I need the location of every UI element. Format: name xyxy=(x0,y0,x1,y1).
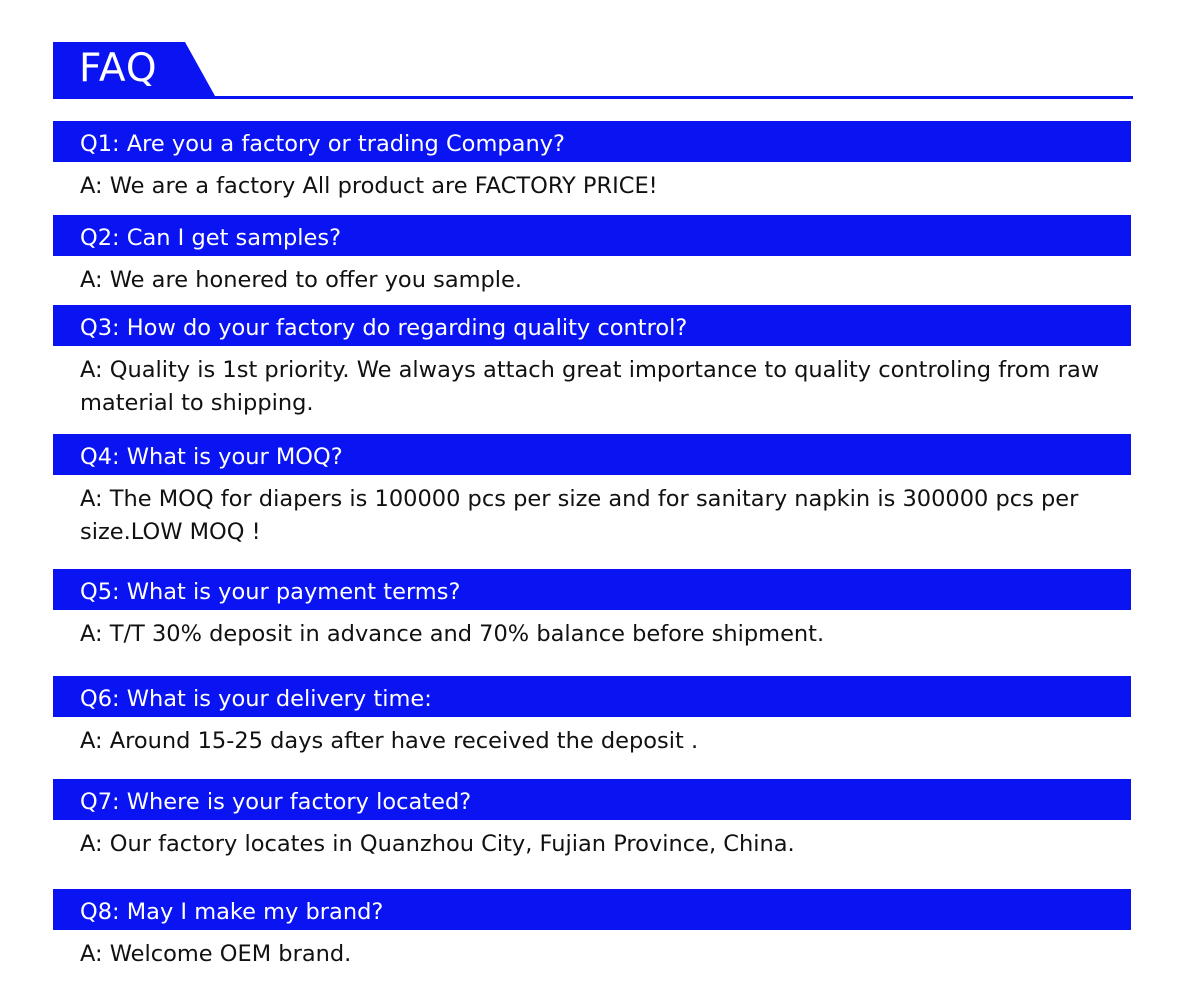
question-text: Q3: How do your factory do regarding quality control? xyxy=(80,315,688,341)
answer-text: A: The MOQ for diapers is 100000 pcs per size and for sanitary napkin is 300000 pcs per size.LOW MOQ ! xyxy=(80,486,1079,545)
question-bar xyxy=(53,569,1131,610)
header-divider xyxy=(53,96,1133,99)
question-bar xyxy=(53,121,1131,162)
question-bar xyxy=(53,215,1131,256)
answer-text: A: Around 15-25 days after have received the deposit . xyxy=(80,728,699,754)
faq-item-2 xyxy=(53,215,1131,297)
faq-item-4 xyxy=(53,434,1131,549)
answer-text: A: T/T 30% deposit in advance and 70% balance before shipment. xyxy=(80,621,825,647)
faq-item-8 xyxy=(53,889,1131,971)
page-title: FAQ xyxy=(79,46,158,91)
faq-item-7 xyxy=(53,779,1131,861)
answer-text: A: Welcome OEM brand. xyxy=(80,941,352,967)
faq-item-6 xyxy=(53,676,1131,758)
question-bar xyxy=(53,676,1131,717)
answer-text: A: Our factory locates in Quanzhou City, Fujian Province, China. xyxy=(80,831,795,857)
question-text: Q5: What is your payment terms? xyxy=(80,579,461,605)
answer-text: A: We are a factory All product are FACTORY PRICE! xyxy=(80,173,658,199)
question-bar xyxy=(53,889,1131,930)
question-text: Q8: May I make my brand? xyxy=(80,899,384,925)
answer-text: A: Quality is 1st priority. We always attach great importance to quality controling from raw material to shipping. xyxy=(80,357,1100,416)
faq-item-5 xyxy=(53,569,1131,651)
question-text: Q6: What is your delivery time: xyxy=(80,686,432,712)
question-text: Q2: Can I get samples? xyxy=(80,225,342,251)
faq-item-1 xyxy=(53,121,1131,203)
question-bar xyxy=(53,434,1131,475)
faq-item-3 xyxy=(53,305,1131,420)
answer-text: A: We are honered to offer you sample. xyxy=(80,267,523,293)
question-bar xyxy=(53,305,1131,346)
question-bar xyxy=(53,779,1131,820)
question-text: Q4: What is your MOQ? xyxy=(80,444,343,470)
question-text: Q1: Are you a factory or trading Company? xyxy=(80,131,565,157)
faq-header xyxy=(53,42,1133,98)
question-text: Q7: Where is your factory located? xyxy=(80,789,472,815)
